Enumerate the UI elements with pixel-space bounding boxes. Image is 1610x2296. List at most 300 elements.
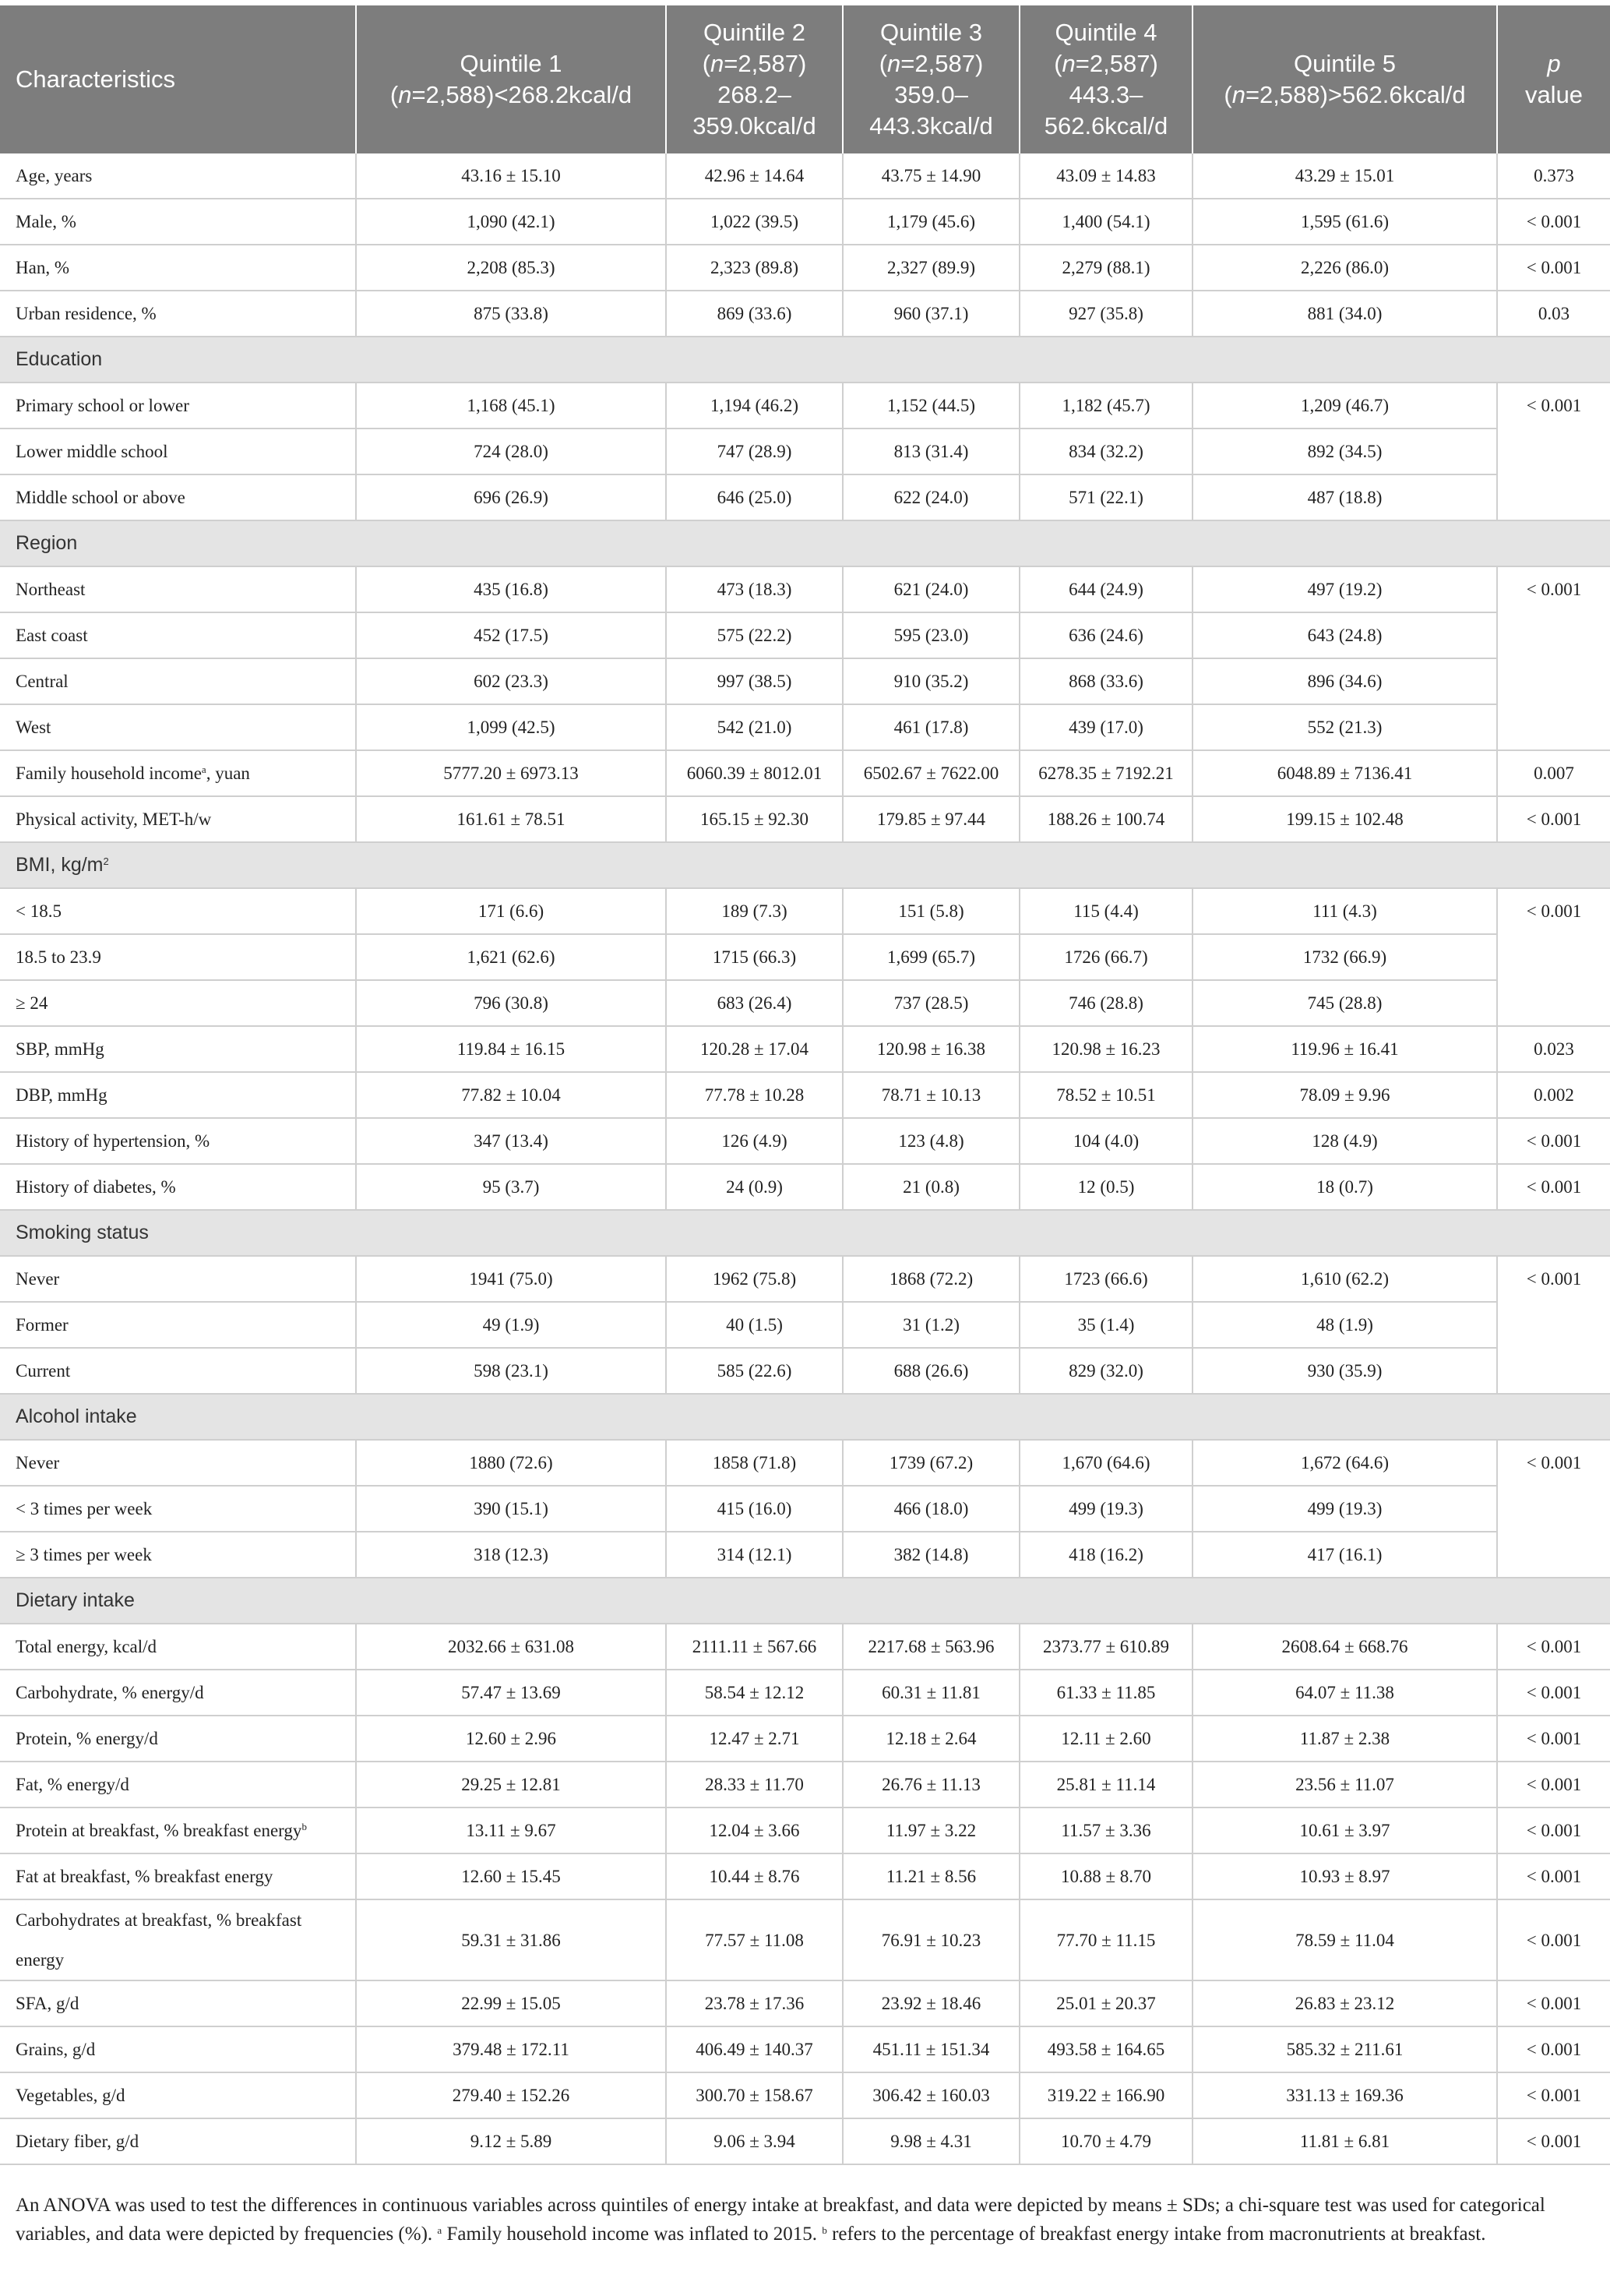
- quintile-1-value: 452 (17.5): [356, 612, 666, 658]
- quintile-4-value: 77.70 ± 11.15: [1020, 1899, 1193, 1980]
- table-row: [0, 704, 1610, 750]
- quintile-3-value: 622 (24.0): [843, 474, 1020, 520]
- quintile-1-value: 602 (23.3): [356, 658, 666, 704]
- row-label: [0, 980, 356, 1026]
- row-label: [0, 934, 356, 980]
- quintile-2-value: 314 (12.1): [666, 1532, 843, 1578]
- quintile-5-value: 10.93 ± 8.97: [1193, 1853, 1497, 1899]
- quintile-5-value: 23.56 ± 11.07: [1193, 1762, 1497, 1808]
- quintile-4-value: 188.26 ± 100.74: [1020, 796, 1193, 842]
- quintile-5-value: 497 (19.2): [1193, 566, 1497, 612]
- quintile-5-value: 881 (34.0): [1193, 291, 1497, 337]
- quintile-4-value: 493.58 ± 164.65: [1020, 2026, 1193, 2072]
- quintile-5-value: 18 (0.7): [1193, 1164, 1497, 1210]
- quintile-5-value: 896 (34.6): [1193, 658, 1497, 704]
- section-label: [0, 1394, 1610, 1440]
- quintile-1-value: 1941 (75.0): [356, 1256, 666, 1302]
- quintile-3-value: 2217.68 ± 563.96: [843, 1624, 1020, 1670]
- quintile-1-value: 49 (1.9): [356, 1302, 666, 1348]
- quintile-1-value: 796 (30.8): [356, 980, 666, 1026]
- p-value: < 0.001: [1497, 1762, 1610, 1808]
- row-label-text: History of hypertension, %: [16, 1130, 210, 1151]
- row-label-text: West: [16, 717, 51, 737]
- p-value: < 0.001: [1497, 2026, 1610, 2072]
- table-row: [0, 429, 1610, 474]
- table-row: [0, 658, 1610, 704]
- row-label: [0, 2118, 356, 2164]
- quintile-1-value: 347 (13.4): [356, 1118, 666, 1164]
- row-label: [0, 1164, 356, 1210]
- quintile-3-value: 31 (1.2): [843, 1302, 1020, 1348]
- table-row: [0, 1716, 1610, 1762]
- quintile-2-value: 415 (16.0): [666, 1486, 843, 1532]
- p-value: < 0.001: [1497, 1256, 1610, 1394]
- quintile-2-value: 24 (0.9): [666, 1164, 843, 1210]
- quintile-2-value: 300.70 ± 158.67: [666, 2072, 843, 2118]
- quintile-5-value: 1,209 (46.7): [1193, 383, 1497, 429]
- table-row: [0, 1853, 1610, 1899]
- p-value: < 0.001: [1497, 1440, 1610, 1578]
- row-label: [0, 1853, 356, 1899]
- row-label: [0, 199, 356, 245]
- quintile-3-value: 123 (4.8): [843, 1118, 1020, 1164]
- quintile-2-value: 683 (26.4): [666, 980, 843, 1026]
- quintile-5-value: 111 (4.3): [1193, 888, 1497, 934]
- quintile-3-value: 461 (17.8): [843, 704, 1020, 750]
- header-quintile-1: Quintile 1 (n=2,588)<268.2kcal/d: [356, 5, 666, 153]
- row-label-text: Male, %: [16, 211, 76, 231]
- section-header-row: [0, 520, 1610, 566]
- quintile-3-value: 11.97 ± 3.22: [843, 1808, 1020, 1853]
- quintile-1-value: 318 (12.3): [356, 1532, 666, 1578]
- quintile-1-value: 2032.66 ± 631.08: [356, 1624, 666, 1670]
- quintile-1-value: 1,099 (42.5): [356, 704, 666, 750]
- quintile-2-value: 2,323 (89.8): [666, 245, 843, 291]
- row-label-text: Central: [16, 671, 69, 691]
- quintile-4-value: 1,400 (54.1): [1020, 199, 1193, 245]
- quintile-4-value: 10.88 ± 8.70: [1020, 1853, 1193, 1899]
- quintile-4-value: 418 (16.2): [1020, 1532, 1193, 1578]
- quintile-3-value: 910 (35.2): [843, 658, 1020, 704]
- table-row: [0, 1164, 1610, 1210]
- row-label: [0, 1808, 356, 1853]
- row-label-text: SFA, g/d: [16, 1993, 79, 2013]
- row-label: [0, 2026, 356, 2072]
- row-label: [0, 796, 356, 842]
- quintile-4-value: 636 (24.6): [1020, 612, 1193, 658]
- quintile-5-value: 48 (1.9): [1193, 1302, 1497, 1348]
- table-row: [0, 474, 1610, 520]
- row-label: [0, 1486, 356, 1532]
- quintile-4-value: 1,182 (45.7): [1020, 383, 1193, 429]
- quintile-5-value: 1,595 (61.6): [1193, 199, 1497, 245]
- row-label: [0, 704, 356, 750]
- table-row: [0, 1256, 1610, 1302]
- quintile-2-value: 42.96 ± 14.64: [666, 153, 843, 199]
- quintile-2-value: 542 (21.0): [666, 704, 843, 750]
- quintile-1-value: 5777.20 ± 6973.13: [356, 750, 666, 796]
- quintile-1-value: 1,168 (45.1): [356, 383, 666, 429]
- table-body: [0, 153, 1610, 2164]
- row-label: [0, 245, 356, 291]
- quintile-1-value: 59.31 ± 31.86: [356, 1899, 666, 1980]
- p-value: 0.002: [1497, 1072, 1610, 1118]
- quintile-4-value: 834 (32.2): [1020, 429, 1193, 474]
- row-label: [0, 888, 356, 934]
- quintile-2-value: 1,194 (46.2): [666, 383, 843, 429]
- quintile-2-value: 189 (7.3): [666, 888, 843, 934]
- quintile-4-value: 104 (4.0): [1020, 1118, 1193, 1164]
- quintile-3-value: 76.91 ± 10.23: [843, 1899, 1020, 1980]
- quintile-2-value: 126 (4.9): [666, 1118, 843, 1164]
- row-label-text: ≥ 3 times per week: [16, 1544, 152, 1564]
- p-value: 0.373: [1497, 153, 1610, 199]
- p-value: < 0.001: [1497, 199, 1610, 245]
- header-p-value: p value: [1497, 5, 1610, 153]
- quintile-4-value: 25.81 ± 11.14: [1020, 1762, 1193, 1808]
- quintile-5-value: 119.96 ± 16.41: [1193, 1026, 1497, 1072]
- row-label-text: Dietary fiber, g/d: [16, 2131, 139, 2151]
- quintile-2-value: 585 (22.6): [666, 1348, 843, 1394]
- p-value: 0.023: [1497, 1026, 1610, 1072]
- table-row: [0, 888, 1610, 934]
- quintile-2-value: 165.15 ± 92.30: [666, 796, 843, 842]
- quintile-1-value: 29.25 ± 12.81: [356, 1762, 666, 1808]
- row-label: [0, 1440, 356, 1486]
- row-label-text: Never: [16, 1268, 60, 1289]
- section-header-row: [0, 1578, 1610, 1624]
- quintile-3-value: 595 (23.0): [843, 612, 1020, 658]
- quintile-2-value: 1858 (71.8): [666, 1440, 843, 1486]
- quintile-4-value: 10.70 ± 4.79: [1020, 2118, 1193, 2164]
- row-label: [0, 1624, 356, 1670]
- section-header-row: [0, 1210, 1610, 1256]
- quintile-2-value: 1715 (66.3): [666, 934, 843, 980]
- table-row: [0, 1072, 1610, 1118]
- row-label: [0, 153, 356, 199]
- quintile-3-value: 60.31 ± 11.81: [843, 1670, 1020, 1716]
- table-row: [0, 566, 1610, 612]
- row-label-text: Total energy, kcal/d: [16, 1636, 157, 1656]
- quintile-3-value: 1,179 (45.6): [843, 199, 1020, 245]
- table-row: [0, 1808, 1610, 1853]
- quintile-5-value: 11.81 ± 6.81: [1193, 2118, 1497, 2164]
- row-label-text: Urban residence, %: [16, 303, 157, 323]
- row-label-text: Family household income: [16, 763, 202, 783]
- quintile-2-value: 77.57 ± 11.08: [666, 1899, 843, 1980]
- table-row: [0, 199, 1610, 245]
- section-label: [0, 1210, 1610, 1256]
- quintile-1-value: 2,208 (85.3): [356, 245, 666, 291]
- table-row: [0, 1302, 1610, 1348]
- quintile-3-value: 382 (14.8): [843, 1532, 1020, 1578]
- quintile-4-value: 12.11 ± 2.60: [1020, 1716, 1193, 1762]
- quintile-2-value: 406.49 ± 140.37: [666, 2026, 843, 2072]
- quintile-1-value: 598 (23.1): [356, 1348, 666, 1394]
- row-label-text: < 18.5: [16, 901, 62, 921]
- quintile-4-value: 499 (19.3): [1020, 1486, 1193, 1532]
- quintile-3-value: 466 (18.0): [843, 1486, 1020, 1532]
- row-label-text: Fat at breakfast, % breakfast energy: [16, 1866, 273, 1886]
- section-header-row: [0, 842, 1610, 888]
- quintile-2-value: 747 (28.9): [666, 429, 843, 474]
- quintile-2-value: 120.28 ± 17.04: [666, 1026, 843, 1072]
- row-label: [0, 291, 356, 337]
- quintile-5-value: 487 (18.8): [1193, 474, 1497, 520]
- quintile-5-value: 199.15 ± 102.48: [1193, 796, 1497, 842]
- table-row: [0, 934, 1610, 980]
- quintile-5-value: 78.59 ± 11.04: [1193, 1899, 1497, 1980]
- row-label: [0, 566, 356, 612]
- section-header-row: [0, 1394, 1610, 1440]
- row-label: [0, 1899, 356, 1980]
- section-header-row: [0, 337, 1610, 383]
- section-label-text: Education: [16, 348, 103, 370]
- row-label: [0, 383, 356, 429]
- quintile-1-value: 1,090 (42.1): [356, 199, 666, 245]
- quintile-4-value: 644 (24.9): [1020, 566, 1193, 612]
- quintile-1-value: 435 (16.8): [356, 566, 666, 612]
- row-label-text: Fat, % energy/d: [16, 1774, 129, 1794]
- quintile-3-value: 1,152 (44.5): [843, 383, 1020, 429]
- quintile-3-value: 621 (24.0): [843, 566, 1020, 612]
- row-label-superscript: a: [201, 763, 206, 775]
- quintile-1-value: 161.61 ± 78.51: [356, 796, 666, 842]
- row-label: [0, 1118, 356, 1164]
- section-label: [0, 337, 1610, 383]
- row-label: [0, 1980, 356, 2026]
- quintile-3-value: 960 (37.1): [843, 291, 1020, 337]
- quintile-3-value: 26.76 ± 11.13: [843, 1762, 1020, 1808]
- quintile-4-value: 571 (22.1): [1020, 474, 1193, 520]
- p-value: < 0.001: [1497, 1624, 1610, 1670]
- row-label: [0, 1072, 356, 1118]
- row-label-text: Age, years: [16, 165, 93, 185]
- row-label-text: History of diabetes, %: [16, 1176, 176, 1197]
- quintile-3-value: 306.42 ± 160.03: [843, 2072, 1020, 2118]
- quintile-5-value: 64.07 ± 11.38: [1193, 1670, 1497, 1716]
- quintile-3-value: 78.71 ± 10.13: [843, 1072, 1020, 1118]
- quintile-3-value: 151 (5.8): [843, 888, 1020, 934]
- table-row: [0, 153, 1610, 199]
- row-label-text: Physical activity, MET-h/w: [16, 809, 212, 829]
- quintile-2-value: 1,022 (39.5): [666, 199, 843, 245]
- table-row: [0, 2072, 1610, 2118]
- table-row: [0, 383, 1610, 429]
- quintile-2-value: 58.54 ± 12.12: [666, 1670, 843, 1716]
- quintile-1-value: 77.82 ± 10.04: [356, 1072, 666, 1118]
- row-label: [0, 612, 356, 658]
- quintile-4-value: 43.09 ± 14.83: [1020, 153, 1193, 199]
- row-label-text: Han, %: [16, 257, 69, 277]
- row-label-text: Never: [16, 1452, 60, 1472]
- table-row: [0, 1348, 1610, 1394]
- quintile-2-value: 473 (18.3): [666, 566, 843, 612]
- row-label-text: Grains, g/d: [16, 2039, 96, 2059]
- row-label: [0, 750, 356, 796]
- quintile-5-value: 930 (35.9): [1193, 1348, 1497, 1394]
- quintile-3-value: 1,699 (65.7): [843, 934, 1020, 980]
- p-value: < 0.001: [1497, 1118, 1610, 1164]
- quintile-5-value: 892 (34.5): [1193, 429, 1497, 474]
- quintile-4-value: 120.98 ± 16.23: [1020, 1026, 1193, 1072]
- quintile-4-value: 6278.35 ± 7192.21: [1020, 750, 1193, 796]
- quintile-5-value: 2,226 (86.0): [1193, 245, 1497, 291]
- p-value: < 0.001: [1497, 888, 1610, 1026]
- quintile-5-value: 1,672 (64.6): [1193, 1440, 1497, 1486]
- table-row: [0, 1624, 1610, 1670]
- quintile-1-value: 119.84 ± 16.15: [356, 1026, 666, 1072]
- quintile-3-value: 813 (31.4): [843, 429, 1020, 474]
- quintile-5-value: 585.32 ± 211.61: [1193, 2026, 1497, 2072]
- quintile-4-value: 1726 (66.7): [1020, 934, 1193, 980]
- quintile-4-value: 25.01 ± 20.37: [1020, 1980, 1193, 2026]
- quintile-5-value: 2608.64 ± 668.76: [1193, 1624, 1497, 1670]
- quintile-2-value: 12.04 ± 3.66: [666, 1808, 843, 1853]
- quintile-3-value: 451.11 ± 151.34: [843, 2026, 1020, 2072]
- quintile-4-value: 1723 (66.6): [1020, 1256, 1193, 1302]
- p-value: < 0.001: [1497, 245, 1610, 291]
- row-label: [0, 1716, 356, 1762]
- table-row: [0, 291, 1610, 337]
- table-row: [0, 1440, 1610, 1486]
- quintile-1-value: 57.47 ± 13.69: [356, 1670, 666, 1716]
- quintile-2-value: 2111.11 ± 567.66: [666, 1624, 843, 1670]
- section-label-text: Dietary intake: [16, 1589, 135, 1611]
- quintile-4-value: 61.33 ± 11.85: [1020, 1670, 1193, 1716]
- table-row: [0, 1899, 1610, 1980]
- quintile-4-value: 319.22 ± 166.90: [1020, 2072, 1193, 2118]
- table-row: [0, 796, 1610, 842]
- row-label: [0, 1670, 356, 1716]
- quintile-5-value: 128 (4.9): [1193, 1118, 1497, 1164]
- quintile-2-value: 23.78 ± 17.36: [666, 1980, 843, 2026]
- quintile-4-value: 115 (4.4): [1020, 888, 1193, 934]
- row-label-text: Current: [16, 1360, 71, 1381]
- section-label-text: Alcohol intake: [16, 1405, 137, 1427]
- table-row: [0, 980, 1610, 1026]
- quintile-1-value: 875 (33.8): [356, 291, 666, 337]
- p-value: < 0.001: [1497, 1670, 1610, 1716]
- row-label-text: Northeast: [16, 579, 86, 599]
- quintile-3-value: 23.92 ± 18.46: [843, 1980, 1020, 2026]
- quintile-4-value: 2,279 (88.1): [1020, 245, 1193, 291]
- quintile-1-value: 379.48 ± 172.11: [356, 2026, 666, 2072]
- row-label-text: Vegetables, g/d: [16, 2085, 125, 2105]
- quintile-2-value: 6060.39 ± 8012.01: [666, 750, 843, 796]
- row-label: [0, 1026, 356, 1072]
- quintile-1-value: 1880 (72.6): [356, 1440, 666, 1486]
- quintile-4-value: 11.57 ± 3.36: [1020, 1808, 1193, 1853]
- quintile-3-value: 1868 (72.2): [843, 1256, 1020, 1302]
- p-value: 0.007: [1497, 750, 1610, 796]
- quintile-5-value: 10.61 ± 3.97: [1193, 1808, 1497, 1853]
- row-label-superscript: b: [301, 1820, 307, 1832]
- quintile-2-value: 997 (38.5): [666, 658, 843, 704]
- quintile-5-value: 499 (19.3): [1193, 1486, 1497, 1532]
- p-value: < 0.001: [1497, 1980, 1610, 2026]
- quintile-5-value: 331.13 ± 169.36: [1193, 2072, 1497, 2118]
- quintile-1-value: 696 (26.9): [356, 474, 666, 520]
- header-row: [0, 5, 1610, 153]
- row-label-suffix: , yuan: [206, 763, 250, 783]
- quintile-2-value: 575 (22.2): [666, 612, 843, 658]
- row-label-text: Protein at breakfast, % breakfast energy: [16, 1820, 302, 1840]
- quintile-2-value: 646 (25.0): [666, 474, 843, 520]
- row-label-text: ≥ 24: [16, 993, 48, 1013]
- quintile-3-value: 9.98 ± 4.31: [843, 2118, 1020, 2164]
- row-label: [0, 2072, 356, 2118]
- quintile-3-value: 43.75 ± 14.90: [843, 153, 1020, 199]
- quintile-2-value: 9.06 ± 3.94: [666, 2118, 843, 2164]
- quintile-5-value: 78.09 ± 9.96: [1193, 1072, 1497, 1118]
- quintile-4-value: 78.52 ± 10.51: [1020, 1072, 1193, 1118]
- table-row: [0, 1486, 1610, 1532]
- table-row: [0, 750, 1610, 796]
- row-label-text: Former: [16, 1314, 69, 1335]
- row-label: [0, 1532, 356, 1578]
- row-label-text: Carbohydrates at breakfast, % breakfast energy: [16, 1910, 302, 1970]
- quintile-5-value: 1732 (66.9): [1193, 934, 1497, 980]
- quintile-5-value: 643 (24.8): [1193, 612, 1497, 658]
- row-label-text: East coast: [16, 625, 88, 645]
- quintile-3-value: 21 (0.8): [843, 1164, 1020, 1210]
- table-row: [0, 1980, 1610, 2026]
- section-label-text: Region: [16, 532, 78, 554]
- quintile-3-value: 179.85 ± 97.44: [843, 796, 1020, 842]
- quintile-4-value: 439 (17.0): [1020, 704, 1193, 750]
- table-row: [0, 2026, 1610, 2072]
- quintile-3-value: 1739 (67.2): [843, 1440, 1020, 1486]
- row-label-text: Middle school or above: [16, 487, 185, 507]
- row-label: [0, 1256, 356, 1302]
- section-label-superscript: 2: [103, 855, 109, 867]
- row-label-text: SBP, mmHg: [16, 1039, 104, 1059]
- p-value: < 0.001: [1497, 1899, 1610, 1980]
- quintile-5-value: 417 (16.1): [1193, 1532, 1497, 1578]
- quintile-2-value: 12.47 ± 2.71: [666, 1716, 843, 1762]
- quintile-1-value: 95 (3.7): [356, 1164, 666, 1210]
- quintile-4-value: 35 (1.4): [1020, 1302, 1193, 1348]
- quintile-1-value: 22.99 ± 15.05: [356, 1980, 666, 2026]
- quintile-2-value: 40 (1.5): [666, 1302, 843, 1348]
- p-value: < 0.001: [1497, 383, 1610, 520]
- section-label-text: Smoking status: [16, 1222, 149, 1243]
- p-value: 0.03: [1497, 291, 1610, 337]
- row-label: [0, 1302, 356, 1348]
- section-label: [0, 842, 1610, 888]
- quintile-1-value: 724 (28.0): [356, 429, 666, 474]
- quintile-3-value: 120.98 ± 16.38: [843, 1026, 1020, 1072]
- quintile-5-value: 1,610 (62.2): [1193, 1256, 1497, 1302]
- quintile-2-value: 77.78 ± 10.28: [666, 1072, 843, 1118]
- quintile-3-value: 688 (26.6): [843, 1348, 1020, 1394]
- p-value: < 0.001: [1497, 1853, 1610, 1899]
- p-value: < 0.001: [1497, 1164, 1610, 1210]
- quintile-1-value: 43.16 ± 15.10: [356, 153, 666, 199]
- quintile-5-value: 26.83 ± 23.12: [1193, 1980, 1497, 2026]
- table-row: [0, 612, 1610, 658]
- quintile-5-value: 43.29 ± 15.01: [1193, 153, 1497, 199]
- table-row: [0, 1670, 1610, 1716]
- header-characteristics: Characteristics: [0, 5, 356, 153]
- quintile-4-value: 12 (0.5): [1020, 1164, 1193, 1210]
- row-label-text: DBP, mmHg: [16, 1085, 107, 1105]
- table-row: [0, 1532, 1610, 1578]
- row-label: [0, 658, 356, 704]
- quintile-3-value: 11.21 ± 8.56: [843, 1853, 1020, 1899]
- section-label: [0, 520, 1610, 566]
